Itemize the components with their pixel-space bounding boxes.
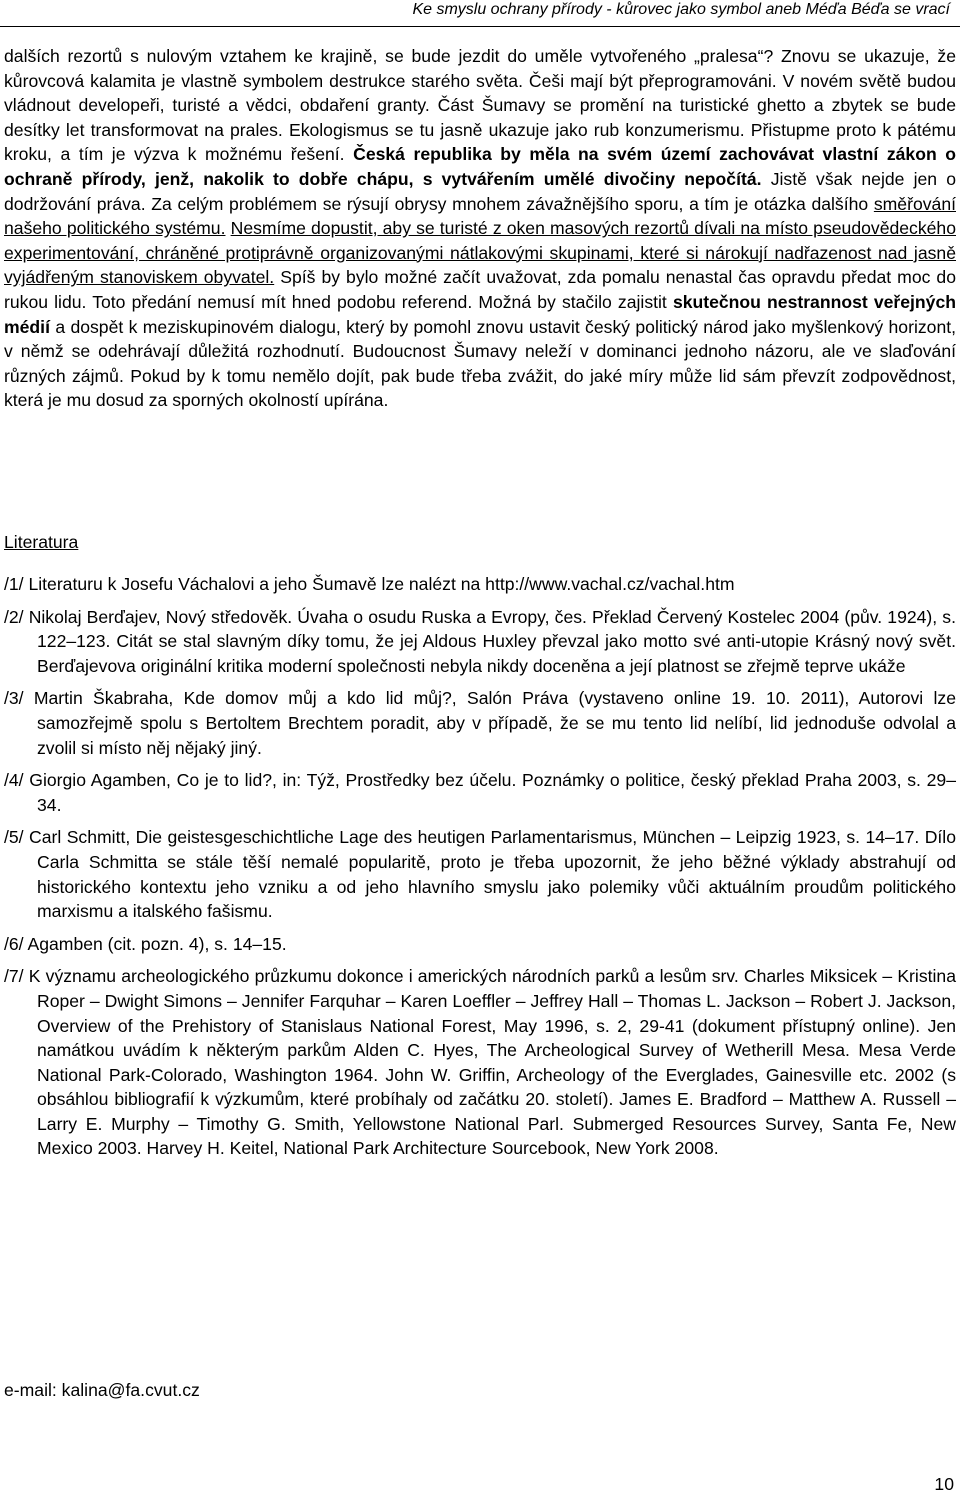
reference-list xyxy=(4,572,956,1169)
author-email: e-mail: kalina@fa.cvut.cz xyxy=(4,1380,200,1400)
running-header: Ke smyslu ochrany přírody - kůrovec jako symbol aneb Méďa Béďa se vrací xyxy=(412,1,950,18)
body-bold-phrase: skutečnou nestrannost veřejných médií xyxy=(4,291,956,337)
reference-item: /7/ K významu archeologického průzkumu dokonce i amerických národních parků a lesům srv. Charles Miksicek ‒ Kristina Roper ‒ Dwight Simons ‒ Jennifer Farquhar ‒ Karen Loeffler ‒ Jeffrey Hall ‒ Thomas L. Jackson ‒ Robert J. Jackson, Overview of the Prehistory of Stanislaus National Forest, May 1996, s. 2, 29-41 (dokument přístupný online). Jen namátkou uvádím k některým parkům Alden C. Hyes, The Archeological Survey of Wetherill Mesa. Mesa Verde National Park-Colorado, Washington 1964. John W. Griffin, Archeology of the Everglades, Gainesville etc. 2002 (s obsáhlou bibliografií k výzkumům, které probíhaly od začátku 20. století). James E. Bradford ‒ Matthew A. Russell ‒ Larry E. Murphy ‒ Timothy G. Smith, Yellowstone National Parl. Submerged Resources Survey, Santa Fe, New Mexico 2003. Harvey H. Keitel, National Park Architecture Sourcebook, New York 2008. xyxy=(4,966,956,1159)
reference-item: /4/ Giorgio Agamben, Co je to lid?, in: Týž, Prostředky bez účelu. Poznámky o politice, český překlad Praha 2003, s. 29‒34. xyxy=(4,770,956,815)
body-sentence-7: a dospět k meziskupinovém dialogu, který by pomohl znovu ustavit český politický národ jako myšlenkový horizont, v němž se odehrávají důležitá rozhodnutí. Budoucnost Šumavy neleží v dominanci jednoho názoru, ale ve slaďování různých zájmů. Pokud by k tomu nemělo dojít, pak bude třeba zvážit, do jaké míry může lid sám převzít zodpovědnost, která je mu dosud za sporných okolností upírána. xyxy=(4,316,957,411)
page-number: 10 xyxy=(934,1474,954,1494)
reference-item: /3/ Martin Škabraha, Kde domov můj a kdo lid můj?, Salón Práva (vystaveno online 19. 10. 2011), Autorovi lze samozřejmě spolu s Bertoltem Brechtem poradit, aby v případě, že se mu tento lid nelíbí, lid jednoduše odvolal a zvolil si místo něj nějaký jiný. xyxy=(4,688,956,758)
body-sentence-6: Spíš by bylo možné začít uvažovat, zda pomalu nenastal čas opravdu předat moc do rukou lidu. Toto předání nemusí mít hned podobu referend. Možná by stačilo zajistit xyxy=(4,267,956,312)
header-rule xyxy=(0,26,960,27)
literature-heading: Literatura xyxy=(4,532,79,552)
reference-item: /2/ Nikolaj Berďajev, Nový středověk. Úvaha o osudu Ruska a Evropy, čes. Překlad Červený Kostelec 2004 (pův. 1924), s. 122‒123. Citát se stal slavným díky tomu, že jej Aldous Huxley převzal jako motto své anti-utopie Krásný nový svět. Berďajevova originální kritika moderní společnosti nebyla nikdy doceněna a její platnost se zřejmě teprve ukáže xyxy=(4,606,956,676)
body-sentence-4: Jistě však nejde jen o dodržování práva. Za celým problémem se rýsují obrysy mnohem závažnějšího sporu, a tím je otázka dalšího xyxy=(4,168,957,214)
body-bold-statement: Česká republika by měla na svém území zachovávat vlastní zákon o ochraně přírody, jenž, nakolik to dobře chápu, s vytvářením umělé divočiny nepočítá. xyxy=(4,144,956,189)
body-underlined-phrase: směřování našeho politického systému. xyxy=(4,193,956,239)
reference-item: /1/ Literaturu k Josefu Váchalovi a jeho Šumavě lze nalézt na http://www.vachal.cz/vachal.htm xyxy=(4,574,735,594)
body-paragraph xyxy=(4,44,956,413)
reference-item: /5/ Carl Schmitt, Die geistesgeschichtliche Lage des heutigen Parlamentarismus, München ‒ Leipzig 1923, s. 14‒17. Dílo Carla Schmitta se stále těší nemalé popularitě, proto je třeba upozornit, že jeho běžné výklady abstrahují od historického kontextu jeho vzniku a od jeho hlavního smyslu jako polemiky vůči aktuálním proudům politického marxismu a italského fašismu. xyxy=(4,827,956,922)
body-sentence-2: Přistupme proto k pátému kroku, a tím je výzva k možnému řešení. xyxy=(4,119,957,165)
body-underlined-sentence: Nesmíme dopustit, aby se turisté z oken masových rezortů dívali na místo pseudovědeckého experimentování, chráněné protiprávně organizovanými nátlakovými skupinami, které si nárokují nadřazenost nad jasně vyjádřeným stanoviskem obyvatel. xyxy=(4,218,956,288)
reference-item: /6/ Agamben (cit. pozn. 4), s. 14‒15. xyxy=(4,933,287,954)
body-sentence-1: dalších rezortů s nulovým vztahem ke krajině, se bude jezdit do uměle vytvořeného „pralesa“? Znovu se ukazuje, že kůrovcová kalamita je vlastně symbolem destrukce starého světa. Češi mají být přeprogramováni. V novém světě budou vládnout developeři, turisté a vědci, obdaření granty. Část Šumavy se promění na turistické ghetto a zbytek se bude desítky let transformovat na prales. Ekologismus se tu jasně ukazuje jako rub konzumerismu. xyxy=(4,46,956,140)
